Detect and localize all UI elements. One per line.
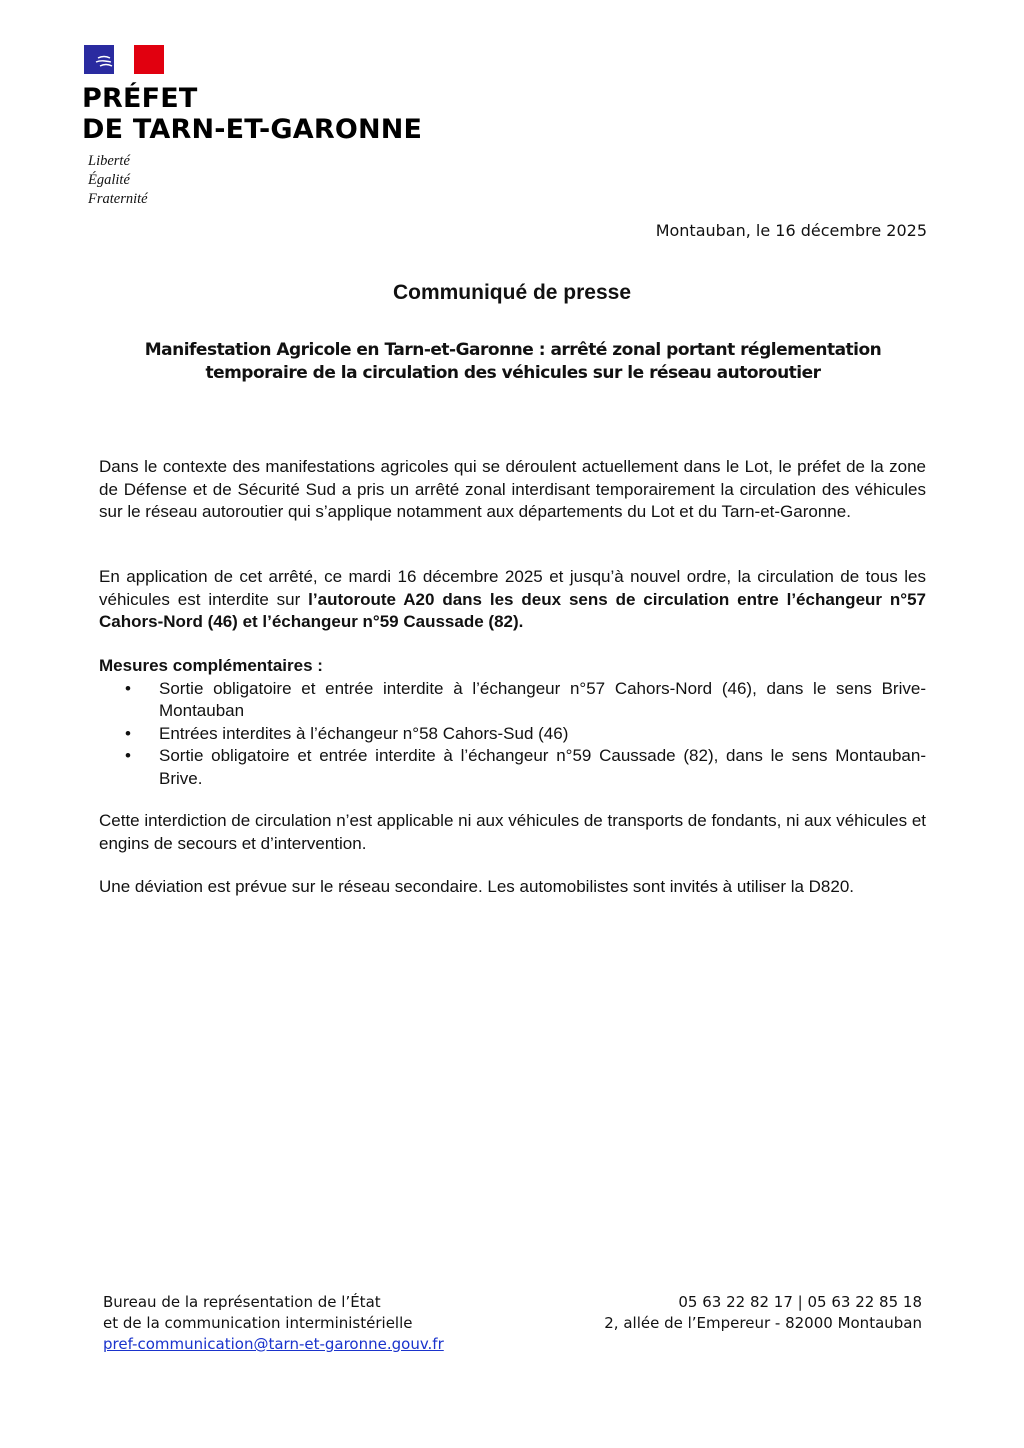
motto-fraternite: Fraternité	[88, 191, 148, 207]
marianne-flag-icon	[84, 45, 164, 74]
paragraph-context: Dans le contexte des manifestations agricoles qui se déroulent actuellement dans le Lot, le préfet de la zone de Défense et de Sécurité Sud a pris un arrêté zonal interdisant temporairement la circulation des véhicules sur le réseau autoroutier qui s’applique notamment aux départements du Lot et du Tarn-et-Garonne.	[99, 457, 926, 521]
list-item	[125, 723, 926, 746]
subtitle-line-2: temporaire de la circulation des véhicules sur le réseau autoroutier	[205, 363, 821, 383]
email-link[interactable]: pref-communication@tarn-et-garonne.gouv.fr	[103, 1335, 444, 1353]
list-item	[125, 678, 926, 723]
list-item	[125, 745, 926, 790]
motto-egalite: Égalité	[88, 172, 130, 188]
paragraph-exemptions: Cette interdiction de circulation n’est applicable ni aux véhicules de transports de fondants, ni aux véhicules et engins de secours et d’intervention.	[99, 811, 926, 853]
bullet-icon: •	[125, 746, 131, 765]
phone-numbers: 05 63 22 82 17 | 05 63 22 85 18	[678, 1293, 922, 1311]
page-title: Communiqué de presse	[392, 281, 632, 304]
bullet-icon: •	[125, 723, 131, 743]
measures-heading: Mesures complémentaires :	[99, 656, 323, 675]
office-line-2: et de la communication interministérielle	[103, 1314, 413, 1332]
prefet-title: PRÉFET	[82, 83, 198, 114]
paragraph-application-text: En application de cet arrêté, ce mardi 16 décembre 2025 et jusqu’à nouvel ordre, la circulation de tous les véhicules est interdite sur	[99, 567, 926, 609]
measure-text: Sortie obligatoire et entrée interdite à l’échangeur n°57 Cahors-Nord (46), dans le sens Brive-Montauban	[159, 678, 926, 720]
document-date: Montauban, le 16 décembre 2025	[655, 221, 927, 240]
office-line-1: Bureau de la représentation de l’État	[103, 1293, 381, 1311]
document-subtitle	[100, 339, 926, 385]
motto-liberte: Liberté	[88, 153, 130, 169]
paragraph-application-highlight: l’autoroute A20 dans les deux sens de circulation entre l’échangeur n°57 Cahors-Nord (46) et l’échangeur n°59 Caussade (82).	[99, 589, 926, 631]
measures-list	[99, 678, 926, 791]
bullet-icon: •	[125, 678, 131, 698]
measure-text: Entrées interdites à l’échangeur n°58 Cahors-Sud (46)	[159, 723, 569, 743]
paragraph-application	[99, 566, 926, 634]
footer-contact	[103, 1292, 444, 1355]
postal-address: 2, allée de l’Empereur - 82000 Montauban	[604, 1314, 922, 1332]
department-title: DE TARN-ET-GARONNE	[82, 114, 423, 145]
measure-text: Sortie obligatoire et entrée interdite à l’échangeur n°59 Caussade (82), dans le sens Montauban-Brive.	[159, 746, 926, 788]
subtitle-line-1: Manifestation Agricole en Tarn-et-Garonne : arrêté zonal portant réglementation	[144, 340, 882, 360]
paragraph-detour: Une déviation est prévue sur le réseau secondaire. Les automobilistes sont invités à utiliser la D820.	[99, 877, 855, 896]
measures-section	[99, 655, 926, 790]
footer-address	[604, 1292, 922, 1334]
